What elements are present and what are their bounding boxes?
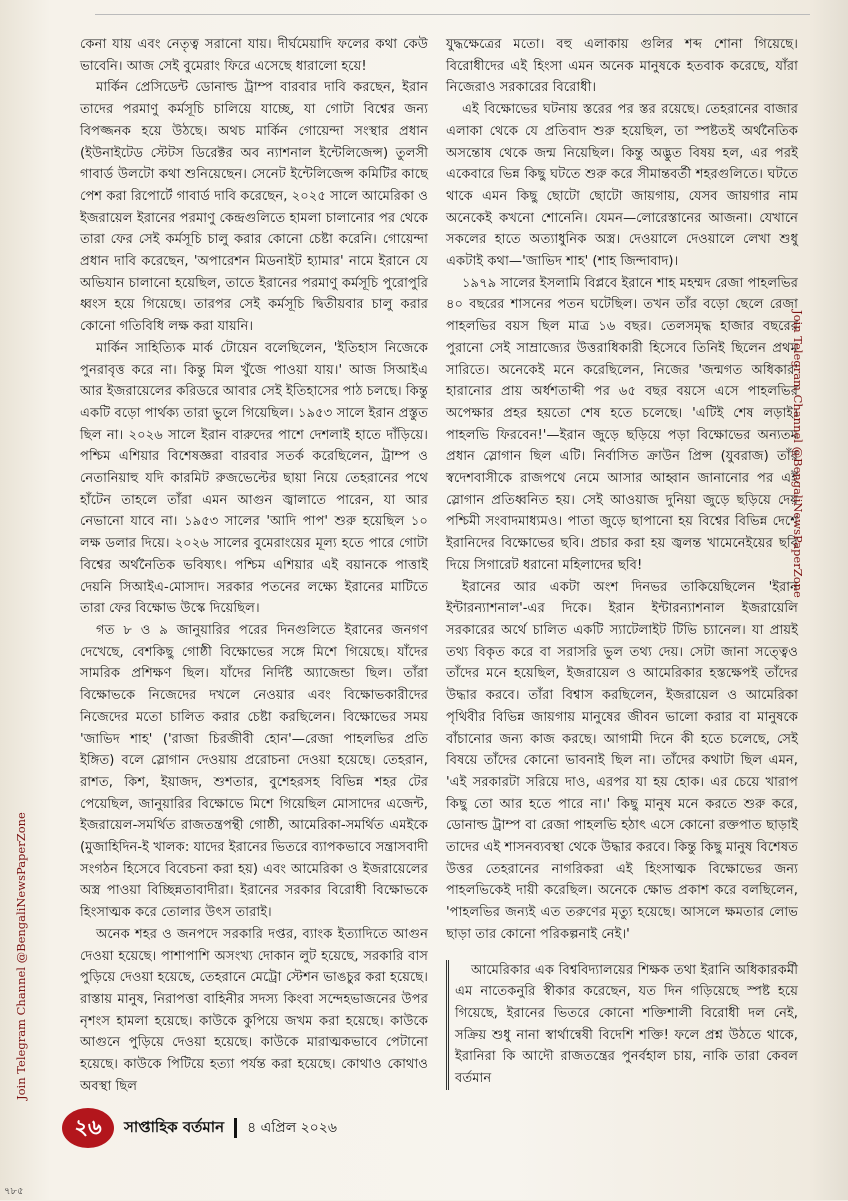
page-fold-shadow	[808, 0, 848, 1200]
paragraph: এই বিক্ষোভের ঘটনায় স্তরের পর স্তর রয়েছে। তেহরানের বাজার এলাকা থেকে যে প্রতিবাদ শুরু হয়েছিল, তা স্পষ্টতই অর্থনৈতিক অসন্তোষ থেকে জন্ম নিয়েছিল। কিন্তু অদ্ভুত বিষয় হল, এর পরই একেবারে ভিন্ন কিছু ঘটতে শুরু করে সীমান্তবর্তী শহরগুলিতে। ঘটতে থাকে এমন কিছু ছোটো ছোটো জায়গায়, যেসব জায়গার নাম অনেকেই কখনো শোনেনি। যেমন—লোরেস্তানের আজনা। যেখানে সকলের হাতে অত্যাধুনিক অস্ত্র। দেওয়ালে দেওয়ালে লেখা শুধু একটাই কথা—'জাভিদ শাহ' (শাহ জিন্দাবাদ)।	[446, 102, 798, 270]
paragraph: যুদ্ধক্ষেত্রের মতো। বহু এলাকায় গুলির শব্দ শোনা গিয়েছে। বিরোধীদের এই হিংসা এমন অনেক মানুষকে হতবাক করেছে, যাঁরা নিজেরাও সরকারের বিরোধী।	[446, 37, 798, 96]
paragraph: ইরানের আর একটা অংশ দিনভর তাকিয়েছিলেন 'ইরান ইন্টারন্যাশনাল'-এর দিকে। ইরান ইন্টারন্যাশনাল ইজরায়েলি সরকারের অর্থে চালিত একটি স্যাটেলাইট টিভি চ্যানেল। যা প্রায়ই তথ্য বিকৃত করে বা সরাসরি ভুল তথ্য দেয়। সেটা জানা সত্ত্বেও তাঁদের মনে হয়েছিল, ইজরায়েল ও আমেরিকার হস্তক্ষেপই তাঁদের উদ্ধার করবে। তাঁরা বিশ্বাস করছিলেন, ইজরায়েল ও আমেরিকা পৃথিবীর বিভিন্ন জায়গায় মানুষের জীবন ভালো করার বা মানুষকে বাঁচানোর জন্য কাজ করছে। আগামী দিনে কী হতে চলেছে, সেই বিষয়ে তাঁদের কোনো ভাবনাই ছিল না। তাঁদের কথাটা ছিল এমন, 'এই সরকারটা সরিয়ে দাও, এরপর যা হয় হোক। এর চেয়ে খারাপ কিছু তো আর হতে পারে না।' কিছু মানুষ মনে করতে শুরু করে, ডোনাল্ড ট্রাম্প বা রেজা পাহলভি হঠাৎ এসে কোনো রক্তপাত ছাড়াই তাদের এই শাসনব্যবস্থা থেকে উদ্ধার করবে। কিন্তু কিছু মানুষ বিশেষত উত্তর তেহরানের নাগরিকরা এই হিংসাত্মক বিক্ষোভের জন্য পাহলভিকেই দায়ী করেছিল। অনেকে ক্ষোভ প্রকাশ করে বলছিলেন, 'পাহলভির জন্যই এত তরুণের মৃত্যু হয়েছে। আসলে ক্ষমতার লোভ ছাড়া তার কোনো পরিকল্পনাই নেই।'	[446, 579, 798, 942]
paragraph: মার্কিন সাহিত্যিক মার্ক টোয়েন বলেছিলেন, 'ইতিহাস নিজেকে পুনরাবৃত্ত করে না। কিন্তু মিল খুঁজে পাওয়া যায়।' আজ সিআইএ আর ইজরায়েলের করিডরে আবার সেই ইতিহাসের পাঠ চলছে। কিন্তু একটি বড়ো পার্থক্য তারা ভুলে গিয়েছিল। ১৯৫৩ সালে ইরান প্রস্তুত ছিল না। ২০২৬ সালে ইরান বারুদের পাশে দেশলাই হাতে দাঁড়িয়ে। পশ্চিম এশিয়ার বিশেষজ্ঞরা বারবার সতর্ক করেছিলেন, ট্রাম্প ও নেতানিয়াহু যদি কারমিট রুজভেল্টের ছায়া নিয়ে তেহরানের পথে হাঁটেন তাহলে তাঁরা এমন আগুন জ্বালাতে পারেন, যা আর নেভানো যাবে না। ১৯৫৩ সালের 'আদি পাপ' শুরু হয়েছিল ১০ লক্ষ ডলার দিয়ে। ২০২৬ সালের বুমেরাংয়ের মূল্য হতে পারে গোটা বিশ্বের অর্থনৈতিক ভবিষ্যৎ। পশ্চিম এশিয়ার এই বয়ানকে পাত্তাই দেয়নি সিআইএ-মোসাদ। সরকার পতনের লক্ষ্যে ইরানের মাটিতে তারা ফের বিক্ষোভ উস্কে দিয়েছিল।	[80, 340, 428, 617]
paragraph: আমেরিকার এক বিশ্ববিদ্যালয়ের শিক্ষক তথা ইরানি অধিকারকর্মী এম নাতেকনুরি স্বীকার করেছেন, যত দিন গড়িয়েছে স্পষ্ট হয়ে গিয়েছে, ইরানের ভিতরে কোনো শক্তিশালী বিরোধী দল নেই, সক্রিয় শুধু নানা স্বার্থান্বেষী বিদেশি শক্তি! ফলে প্রশ্ন উঠতে থাকে, ইরানিরা কি আদৌ রাজতন্ত্রের পুনর্বহাল চায়, নাকি তারা কেবল বর্তমান	[455, 962, 798, 1087]
telegram-watermark-left: Join Telegram Channel @BengaliNewsPaperZone	[14, 812, 28, 1100]
telegram-watermark-right: Join Telegram Channel @BengaliNewsPaperZone	[791, 310, 805, 598]
footer-divider	[234, 1118, 237, 1138]
article-column-left	[80, 34, 428, 1097]
header-rule	[95, 14, 810, 15]
paragraph: কেনা যায় এবং নেতৃত্ব সরানো যায়। দীর্ঘমেয়াদি ফলের কথা কেউ ভাবেনি। আজ সেই বুমেরাং ফিরে এসেছে ধারালো হয়ে!	[80, 37, 428, 74]
page-footer	[62, 1108, 337, 1148]
page-number-badge: ২৬	[62, 1108, 114, 1148]
paragraph: অনেক শহর ও জনপদে সরকারি দপ্তর, ব্যাংক ইত্যাদিতে আগুন দেওয়া হয়েছে। পাশাপাশি অসংখ্য দোকান লুট হয়েছে, সরকারি বাস পুড়িয়ে দেওয়া হয়েছে, তেহরানে মেট্রো স্টেশন ভাঙচুর করা হয়েছে। রাস্তায় মানুষ, নিরাপত্তা বাহিনীর সদস্য কিংবা সন্দেহভাজনের উপর নৃশংস হামলা হয়েছে। কাউকে কুপিয়ে জখম করা হয়েছে। কাউকে আগুনে পুড়িয়ে দেওয়া হয়েছে। কাউকে মারাত্মকভাবে পেটানো হয়েছে। কাউকে পিটিয়ে হত্যা পর্যন্ত করা হয়েছে। কোথাও কোথাও অবস্থা ছিল	[80, 926, 428, 1094]
article-column-right	[446, 34, 798, 1090]
issue-date: ৪ এপ্রিল ২০২৬	[247, 1120, 337, 1136]
corner-mark: ৭৮৫	[4, 1186, 24, 1197]
paragraph: মার্কিন প্রেসিডেন্ট ডোনাল্ড ট্রাম্প বারবার দাবি করছেন, ইরান তাদের পরমাণু কর্মসূচি চালিয়ে যাচ্ছে, যা গোটা বিশ্বের জন্য বিপজ্জনক হয়ে উঠছে। অথচ মার্কিন গোয়েন্দা সংস্থার প্রধান (ইউনাইটেড স্টেটস ডিরেক্টর অব ন্যাশনাল ইন্টেলিজেন্স) তুলসী গাবার্ড উলটো কথা শুনিয়েছেন। সেনেট ইন্টেলিজেন্স কমিটির কাছে পেশ করা রিপোর্টে গাবার্ড দাবি করেছেন, ২০২৫ সালে আমেরিকা ও ইজরায়েল ইরানের পরমাণু কেন্দ্রগুলিতে হামলা চালানোর পর থেকে তারা ফের সেই কর্মসূচি চালু করার কোনো চেষ্টা করেনি। গোয়েন্দা প্রধান দাবি করেছেন, 'অপারেশন মিডনাইট হ্যামার' নামে ইরানে যে অভিযান চালানো হয়েছিল, তাতে ইরানের পরমাণু কর্মসূচি পুরোপুরি ধ্বংস হয়ে গিয়েছে। তারপর সেই কর্মসূচি দ্বিতীয়বার চালু করার কোনো গতিবিধি লক্ষ করা যায়নি।	[80, 80, 428, 335]
boxed-quote	[446, 960, 798, 1090]
paragraph: গত ৮ ও ৯ জানুয়ারির পরের দিনগুলিতে ইরানের জনগণ দেখেছে, বেশকিছু গোষ্ঠী বিক্ষোভের সঙ্গে মিশে গিয়েছে। যাঁদের সামরিক প্রশিক্ষণ ছিল। যাঁদের নির্দিষ্ট অ্যাজেন্ডা ছিল। তাঁরা বিক্ষোভকে নিজেদের দখলে নেওয়ার এবং বিক্ষোভকারীদের নিজেদের মতো চালিত করার চেষ্টা করছিলেন। বিক্ষোভের সময় 'জাভিদ শাহ' ('রাজা চিরজীবী হোন'—রেজা পাহলভির প্রতি ইঙ্গিত) বলে স্লোগান দেওয়ায় প্ররোচনা দেওয়া হয়েছে। তেহরান, রাশত, কিশ, ইয়াজদ, শুশতার, বুশেহরসহ বিভিন্ন শহর টের পেয়েছিল, জানুয়ারির বিক্ষোভে মিশে গিয়েছিল মোসাদের এজেন্ট, ইজরায়েল-সমর্থিত রাজতন্ত্রপন্থী গোষ্ঠী, আমেরিকা-সমর্থিত এমইকে (মুজাহিদিন-ই খালক: যাদের ইরানের ভিতরে ব্যাপকভাবে সন্ত্রাসবাদী সংগঠন হিসেবে বিবেচনা করা হয়) এবং আমেরিকা ও ইজরায়েলের অস্ত্র পাওয়া বিচ্ছিন্নতাবাদীরা। ইরানের সরকার বিরোধী বিক্ষোভকে হিংসাত্মক করে তোলার উৎস তারাই।	[80, 622, 428, 921]
paragraph: ১৯৭৯ সালের ইসলামি বিপ্লবে ইরানে শাহ মহম্মদ রেজা পাহলভির ৪০ বছরের শাসনের পতন ঘটেছিল। তখন তাঁর বড়ো ছেলে রেজা পাহলভির বয়স ছিল মাত্র ১৬ বছর। তেলসমৃদ্ধ হাজার বছরের পুরানো সেই সাম্রাজ্যের উত্তরাধিকারী হিসেবে তিনিই ছিলেন প্রথম সারিতে। অনেকেই মনে করেছিলেন, নিজের 'জন্মগত অধিকার' হারানোর প্রায় অর্ধশতাব্দী পর ৬৫ বছর বয়সে এসে পাহলভির অপেক্ষার প্রহর হয়তো শেষ হতে চলেছে। 'এটিই শেষ লড়াই। পাহলভি ফিরবেন!'—ইরান জুড়ে ছড়িয়ে পড়া বিক্ষোভের অন্যতম প্রধান স্লোগান ছিল এটি। নির্বাসিত ক্রাউন প্রিন্স (যুবরাজ) তাঁর স্বদেশবাসীকে রাজপথে নেমে আসার আহ্বান জানানোর পর এই স্লোগান প্রতিধ্বনিত হয়। সেই আওয়াজ দুনিয়া জুড়ে ছড়িয়ে দেয় পশ্চিমী সংবাদমাধ্যমও। পাতা জুড়ে ছাপানো হয় বিশ্বের বিভিন্ন দেশে ইরানিদের বিক্ষোভের ছবি। প্রচার করা হয় জ্বলন্ত খামেনেইয়ের ছবি দিয়ে সিগারেট ধরানো মহিলাদের ছবি!	[446, 275, 798, 573]
magazine-name: সাপ্তাহিক বর্তমান	[124, 1117, 225, 1136]
